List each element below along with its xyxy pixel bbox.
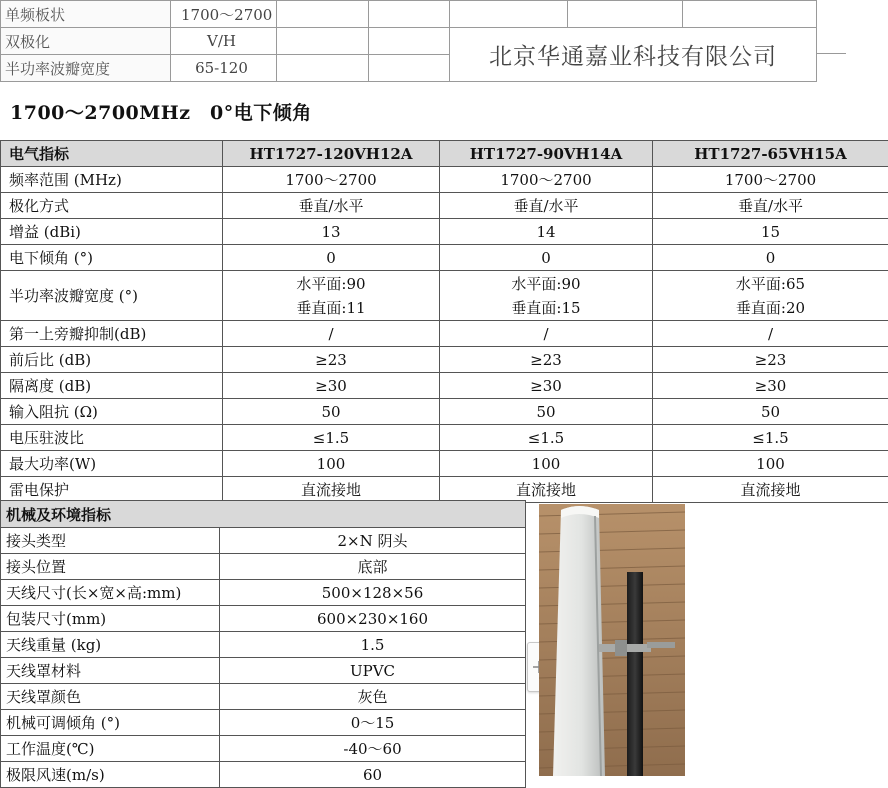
- table-row: [1, 528, 526, 554]
- spec-name: 半功率波瓣宽度 (°): [1, 271, 223, 321]
- product-info-table: [0, 0, 817, 82]
- spec-value: 水平面:90: [223, 272, 439, 296]
- spec-value: 100: [653, 451, 888, 477]
- info-row: [1, 28, 817, 55]
- spec-value: 垂直/水平: [653, 193, 888, 219]
- spec-value: 0: [440, 245, 653, 271]
- spec-value: 垂直面:11: [223, 296, 439, 320]
- spec-value: 1700～2700: [223, 167, 440, 193]
- model-header: HT1727-90VH14A: [440, 141, 653, 167]
- table-row: [1, 580, 526, 606]
- spec-value: 50: [653, 399, 888, 425]
- spec-name: 接头位置: [1, 554, 220, 580]
- spec-name: 最大功率(W): [1, 451, 223, 477]
- spec-value: 13: [223, 219, 440, 245]
- spec-name: 天线罩材料: [1, 658, 220, 684]
- spec-value: ≤1.5: [440, 425, 653, 451]
- table-row: [1, 762, 526, 788]
- spec-value: 1700～2700: [440, 167, 653, 193]
- table-row: [1, 684, 526, 710]
- spec-value: /: [440, 321, 653, 347]
- spec-value: 直流接地: [223, 477, 440, 503]
- info-label: 单频板状: [1, 1, 171, 28]
- table-row: [1, 271, 888, 321]
- spec-name: 包装尺寸(mm): [1, 606, 220, 632]
- table-row: [1, 167, 888, 193]
- antenna-photo: [539, 504, 685, 776]
- spec-value: 0: [223, 245, 440, 271]
- table-row: [1, 373, 888, 399]
- spec-name: 极限风速(m/s): [1, 762, 220, 788]
- spec-name: 雷电保护: [1, 477, 223, 503]
- mechanical-spec-table: [0, 500, 526, 788]
- table-header-row: [1, 141, 888, 167]
- table-row: [1, 477, 888, 503]
- spec-name: 极化方式: [1, 193, 223, 219]
- spec-value: 垂直/水平: [223, 193, 440, 219]
- table-row: [1, 245, 888, 271]
- spec-name: 天线重量 (kg): [1, 632, 220, 658]
- spec-name: 天线尺寸(长×宽×高:mm): [1, 580, 220, 606]
- table-row: [1, 399, 888, 425]
- spec-name: 增益 (dBi): [1, 219, 223, 245]
- spec-value-cell: [223, 271, 440, 321]
- table-row: [1, 736, 526, 762]
- spec-value: 100: [223, 451, 440, 477]
- section-title: 1700～2700MHz 0°电下倾角: [10, 98, 312, 125]
- spec-value: UPVC: [220, 658, 526, 684]
- spec-value: 直流接地: [653, 477, 888, 503]
- spec-value: 水平面:90: [440, 272, 652, 296]
- spec-value: 60: [220, 762, 526, 788]
- spec-name: 电压驻波比: [1, 425, 223, 451]
- spec-value: /: [223, 321, 440, 347]
- spec-name: 工作温度(℃): [1, 736, 220, 762]
- spec-value: 垂直面:15: [440, 296, 652, 320]
- spec-value-cell: [653, 271, 888, 321]
- model-header: HT1727-65VH15A: [653, 141, 888, 167]
- spec-value: 50: [440, 399, 653, 425]
- table-row: [1, 554, 526, 580]
- spec-value: 底部: [220, 554, 526, 580]
- spec-value: -40～60: [220, 736, 526, 762]
- spec-value: ≥23: [653, 347, 888, 373]
- header-cell: 机械及环境指标: [1, 501, 526, 528]
- info-value: V/H: [171, 28, 277, 55]
- spec-value: 直流接地: [440, 477, 653, 503]
- spec-value-cell: [440, 271, 653, 321]
- info-value: 65-120: [171, 55, 277, 82]
- table-row: [1, 193, 888, 219]
- spec-name: 第一上旁瓣抑制(dB): [1, 321, 223, 347]
- spec-name: 天线罩颜色: [1, 684, 220, 710]
- table-row: [1, 219, 888, 245]
- info-label: 半功率波瓣宽度: [1, 55, 171, 82]
- spec-value: ≤1.5: [223, 425, 440, 451]
- spec-value: 0: [653, 245, 888, 271]
- spec-value: ≤1.5: [653, 425, 888, 451]
- table-row: [1, 347, 888, 373]
- spec-value: 垂直面:20: [653, 296, 888, 320]
- spec-value: 14: [440, 219, 653, 245]
- spec-name: 输入阻抗 (Ω): [1, 399, 223, 425]
- spec-name: 电下倾角 (°): [1, 245, 223, 271]
- model-header: HT1727-120VH12A: [223, 141, 440, 167]
- spec-name: 隔离度 (dB): [1, 373, 223, 399]
- table-row: [1, 658, 526, 684]
- company-name: 北京华通嘉业科技有限公司: [450, 28, 817, 82]
- table-row: [1, 606, 526, 632]
- spec-value: 500×128×56: [220, 580, 526, 606]
- header-cell: 电气指标: [1, 141, 223, 167]
- electrical-spec-table: [0, 140, 888, 503]
- spec-value: 垂直/水平: [440, 193, 653, 219]
- spec-value: ≥30: [440, 373, 653, 399]
- spec-value: ≥30: [653, 373, 888, 399]
- spec-value: 1.5: [220, 632, 526, 658]
- spec-value: 0～15: [220, 710, 526, 736]
- spec-value: ≥30: [223, 373, 440, 399]
- info-value: 1700～2700: [171, 1, 277, 28]
- spec-value: 50: [223, 399, 440, 425]
- info-row: [1, 1, 817, 28]
- spec-name: 频率范围 (MHz): [1, 167, 223, 193]
- spec-name: 接头类型: [1, 528, 220, 554]
- spec-value: /: [653, 321, 888, 347]
- table-header-row: [1, 501, 526, 528]
- spec-value: 15: [653, 219, 888, 245]
- spec-value: 2×N 阴头: [220, 528, 526, 554]
- spec-value: ≥23: [223, 347, 440, 373]
- info-label: 双极化: [1, 28, 171, 55]
- spec-value: 灰色: [220, 684, 526, 710]
- table-row: [1, 632, 526, 658]
- spec-value: ≥23: [440, 347, 653, 373]
- spec-value: 600×230×160: [220, 606, 526, 632]
- table-row: [1, 710, 526, 736]
- table-row: [1, 425, 888, 451]
- divider: [816, 53, 846, 54]
- spec-value: 1700～2700: [653, 167, 888, 193]
- table-row: [1, 321, 888, 347]
- spec-name: 机械可调倾角 (°): [1, 710, 220, 736]
- spec-value: 100: [440, 451, 653, 477]
- spec-name: 前后比 (dB): [1, 347, 223, 373]
- spec-value: 水平面:65: [653, 272, 888, 296]
- table-row: [1, 451, 888, 477]
